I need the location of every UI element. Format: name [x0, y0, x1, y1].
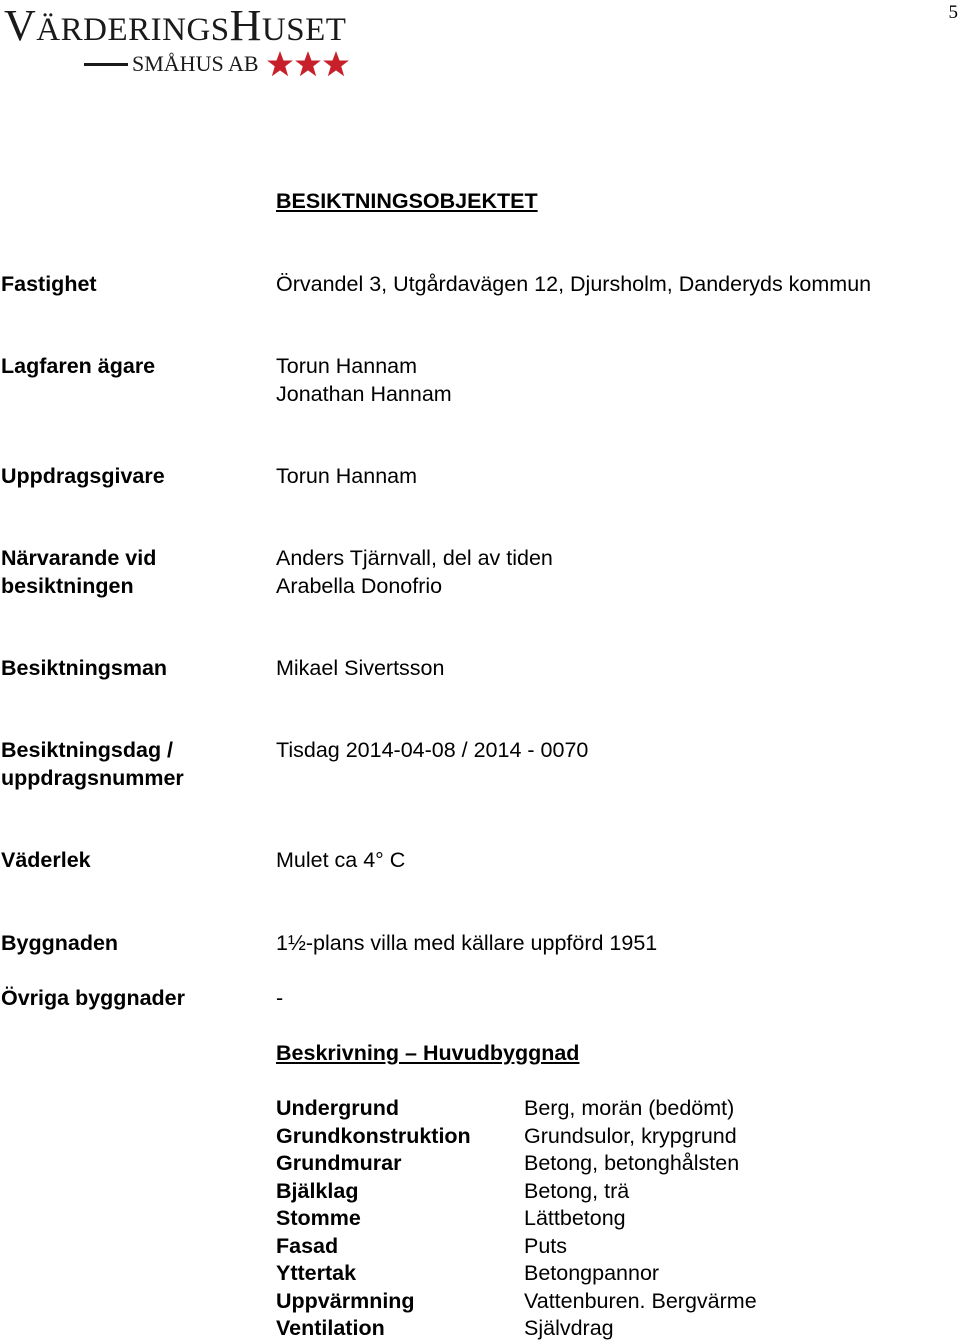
ovriga-value: -: [276, 986, 284, 1010]
logo-stars: [265, 50, 349, 78]
description-row-value: Puts: [524, 1233, 568, 1258]
description-row-label: Grundkonstruktion: [276, 1123, 471, 1148]
description-row-value: Betongpannor: [524, 1261, 660, 1285]
vaderlek-label: Väderlek: [1, 848, 91, 872]
star-icon: [321, 50, 351, 78]
company-logo: [4, 1, 374, 82]
byggnaden-label: Byggnaden: [1, 931, 119, 955]
agare-label: Lagfaren ägare: [1, 354, 156, 378]
description-labels: [276, 1095, 471, 1343]
description-row-value: Självdrag: [524, 1316, 614, 1340]
agare-value-line: Jonathan Hannam: [276, 381, 452, 406]
besiktningsdag-label: Besiktningsdag / uppdragsnummer: [1, 738, 184, 790]
description-row-label: Undergrund: [276, 1096, 400, 1120]
narvarande-value-line: Anders Tjärnvall, del av tiden: [276, 546, 553, 570]
agare-value-line: Torun Hannam: [276, 354, 418, 378]
logo-subtitle: SMÅHUS AB: [132, 51, 259, 76]
vaderlek-value: Mulet ca 4° C: [276, 848, 406, 872]
uppdragsgivare-label: Uppdragsgivare: [1, 464, 165, 488]
description-row-label: Yttertak: [276, 1261, 357, 1285]
agare-value: [276, 353, 452, 408]
description-row-value: Betong, trä: [524, 1178, 630, 1203]
logo-subline: [84, 50, 349, 78]
narvarande-label: Närvarande vid besiktningen: [1, 546, 157, 598]
fastighet-label: Fastighet: [1, 272, 97, 296]
section-title: BESIKTNINGSOBJEKTET: [276, 189, 538, 213]
besiktningsman-value: Mikael Sivertsson: [276, 656, 445, 680]
star-icon: [293, 50, 323, 78]
description-row-value: Berg, morän (bedömt): [524, 1096, 735, 1120]
byggnaden-value: 1½-plans villa med källare uppförd 1951: [276, 931, 658, 955]
description-row-value: Grundsulor, krypgrund: [524, 1123, 737, 1148]
besiktningsdag-value: Tisdag 2014-04-08 / 2014 - 0070: [276, 738, 589, 762]
fastighet-value: Örvandel 3, Utgårdavägen 12, Djursholm, Danderyds kommun: [276, 272, 872, 296]
description-row-value: Vattenburen. Bergvärme: [524, 1288, 757, 1313]
description-row-value: Betong, betonghålsten: [524, 1151, 740, 1175]
description-row-label: Uppvärmning: [276, 1288, 415, 1313]
description-row-value: Lättbetong: [524, 1206, 626, 1230]
logo-rule: [84, 63, 128, 66]
description-row-label: Fasad: [276, 1233, 339, 1258]
narvarande-value-line: Arabella Donofrio: [276, 573, 443, 598]
besiktningsman-label: Besiktningsman: [1, 656, 168, 680]
description-row-label: Stomme: [276, 1206, 361, 1230]
narvarande-value: [276, 545, 553, 600]
description-values: [524, 1095, 757, 1343]
description-row-label: Grundmurar: [276, 1151, 402, 1175]
star-icon: [265, 50, 295, 78]
page-number: 5: [948, 2, 958, 23]
logo-wordmark: VÄRDERINGSHUSET: [4, 1, 347, 50]
description-row-label: Ventilation: [276, 1316, 385, 1340]
description-title: Beskrivning – Huvudbyggnad: [276, 1041, 580, 1065]
uppdragsgivare-value: Torun Hannam: [276, 464, 418, 488]
description-row-label: Bjälklag: [276, 1178, 359, 1203]
ovriga-label: Övriga byggnader: [1, 986, 185, 1010]
